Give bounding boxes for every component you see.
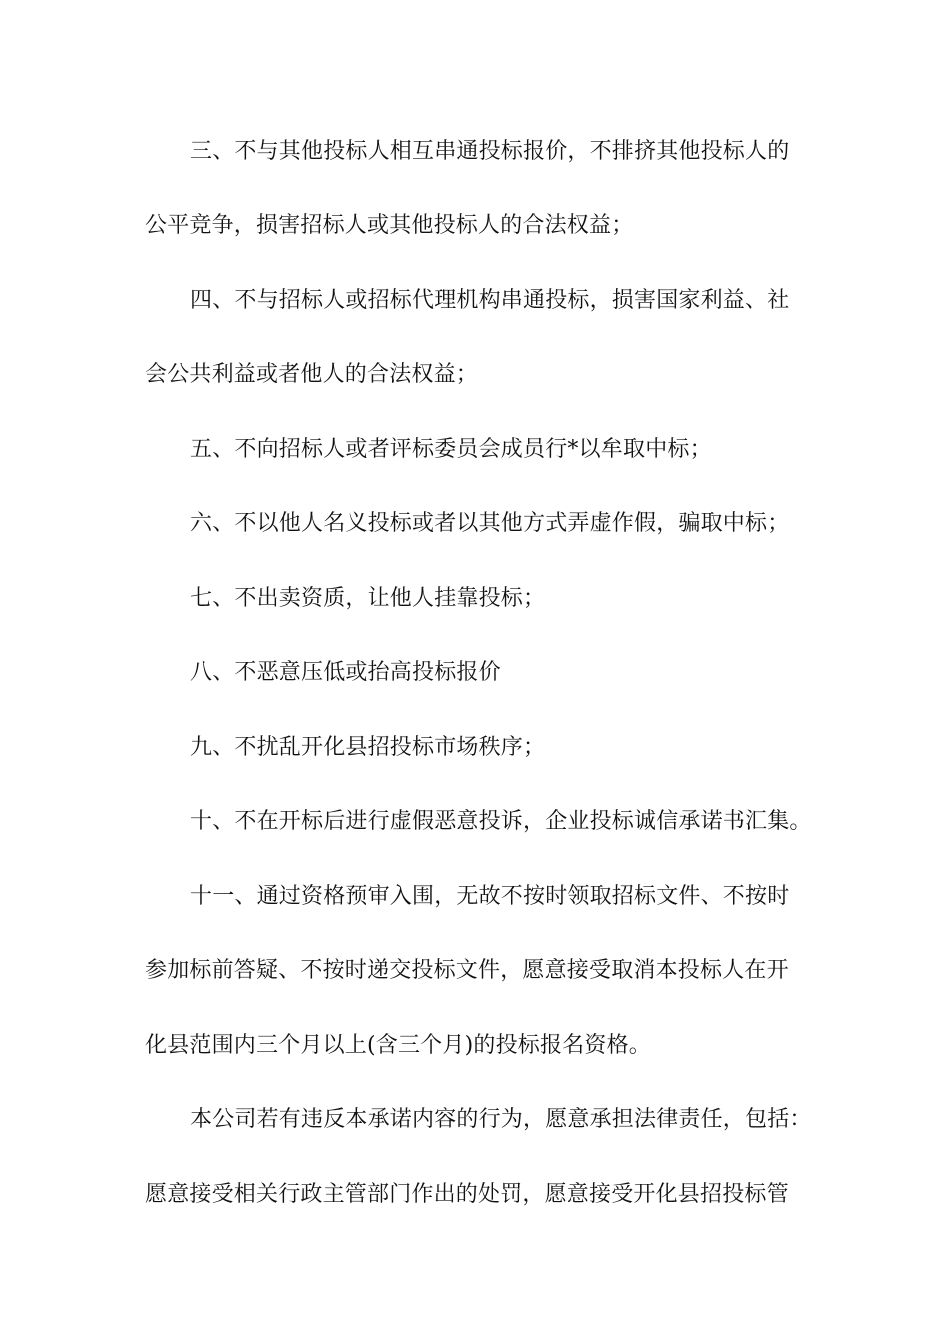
paragraph-line-12: 参加标前答疑、不按时递交投标文件，愿意接受取消本投标人在开 [145,958,789,983]
paragraph-line-14: 本公司若有违反本承诺内容的行为，愿意承担法律责任，包括： [190,1107,812,1132]
paragraph-line-10: 十、不在开标后进行虚假恶意投诉，企业投标诚信承诺书汇集。 [190,809,812,834]
paragraph-line-15: 愿意接受相关行政主管部门作出的处罚，愿意接受开化县招投标管 [145,1182,789,1207]
paragraph-line-4: 会公共利益或者他人的合法权益； [145,362,479,387]
paragraph-line-7: 七、不出卖资质，让他人挂靠投标； [190,586,546,611]
paragraph-line-8: 八、不恶意压低或抬高投标报价 [190,660,501,685]
paragraph-line-5: 五、不向招标人或者评标委员会成员行*以牟取中标； [190,437,712,462]
paragraph-line-3: 四、不与招标人或招标代理机构串通投标，损害国家利益、社 [190,288,790,313]
paragraph-line-6: 六、不以他人名义投标或者以其他方式弄虚作假，骗取中标； [190,511,790,536]
paragraph-line-1: 三、不与其他投标人相互串通投标报价，不排挤其他投标人的 [190,139,790,164]
paragraph-line-13: 化县范围内三个月以上(含三个月)的投标报名资格。 [145,1033,651,1058]
paragraph-line-2: 公平竞争，损害招标人或其他投标人的合法权益； [145,213,634,238]
paragraph-line-11: 十一、通过资格预审入围，无故不按时领取招标文件、不按时 [190,884,790,909]
paragraph-line-9: 九、不扰乱开化县招投标市场秩序； [190,735,546,760]
